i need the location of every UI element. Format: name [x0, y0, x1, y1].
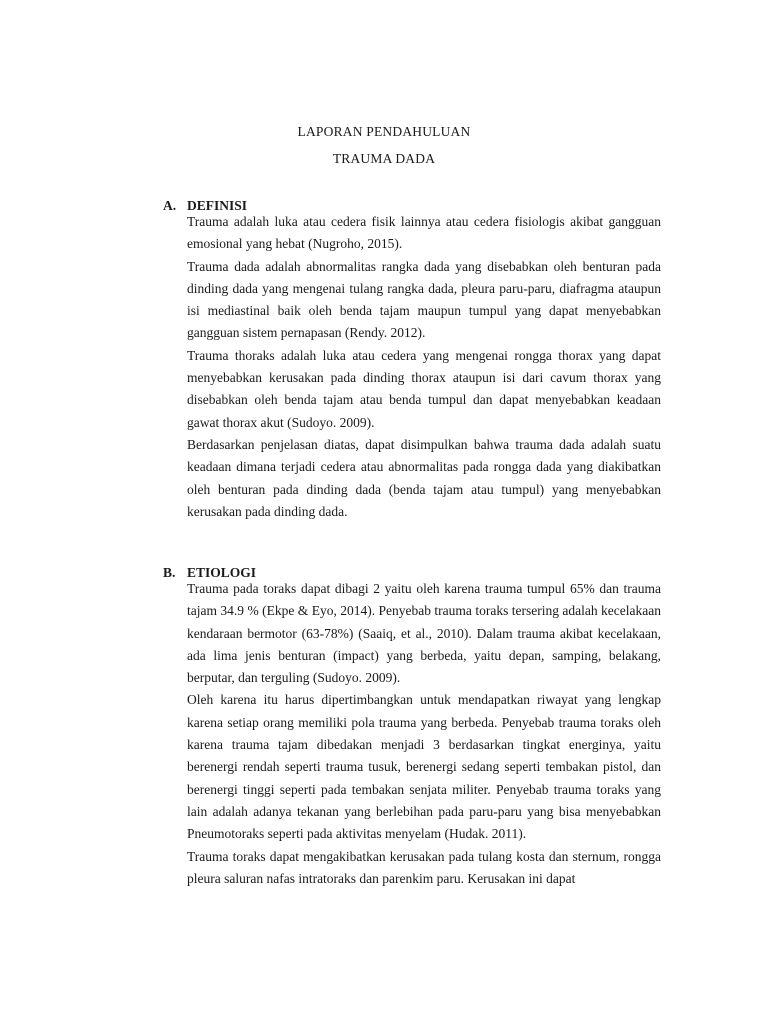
- section-heading-text: DEFINISI: [187, 198, 248, 213]
- paragraph: Trauma thoraks adalah luka atau cedera yang mengenai rongga thorax yang dapat menyebabkan kerusakan pada dinding thorax ataupun isi dari cavum thorax yang disebabkan oleh benda tajam atau benda tumpul dan dapat menyebabkan keadaan gawat thorax akut (Sudoyo. 2009).: [187, 347, 661, 430]
- document-title: LAPORAN PENDAHULUAN: [297, 124, 471, 139]
- section-body-definisi: [187, 211, 661, 523]
- section-letter: A.: [163, 198, 177, 213]
- section-letter: B.: [163, 565, 176, 580]
- document-subtitle: TRAUMA DADA: [332, 151, 436, 166]
- section-body-etiologi: [187, 578, 661, 890]
- paragraph: Oleh karena itu harus dipertimbangkan untuk mendapatkan riwayat yang lengkap karena setiap orang memiliki pola trauma yang berbeda. Penyebab trauma toraks oleh karena trauma tajam dibedakan menjadi 3 berdasarkan tingkat energinya, yaitu berenergi rendah seperti trauma tusuk, berenergi sedang seperti tembakan pistol, dan berenergi tinggi seperti pada tembakan senjata militer. Penyebab trauma toraks yang lain adalah adanya tekanan yang berlebihan pada paru-paru yang bisa menyebabkan Pneumotoraks seperti pada aktivitas menyelam (Hudak. 2011).: [187, 692, 661, 842]
- paragraph: Berdasarkan penjelasan diatas, dapat disimpulkan bahwa trauma dada adalah suatu keadaan dimana terjadi cedera atau abnormalitas pada rongga dada yang diakibatkan oleh benturan pada dinding dada (benda tajam atau tumpul) yang menyebabkan kerusakan pada dinding dada.: [187, 436, 661, 519]
- paragraph: Trauma pada toraks dapat dibagi 2 yaitu oleh karena trauma tumpul 65% dan trauma tajam 34.9 % (Ekpe & Eyo, 2014). Penyebab trauma toraks tersering adalah kecelakaan kendaraan bermotor (63-78%) (Saaiq, et al., 2010). Dalam trauma akibat kecelakaan, ada lima jenis benturan (impact) yang berbeda, yaitu depan, samping, belakang, berputar, dan terguling (Sudoyo. 2009).: [187, 581, 661, 686]
- paragraph: Trauma adalah luka atau cedera fisik lainnya atau cedera fisiologis akibat gangguan emosional yang hebat (Nugroho, 2015).: [187, 214, 661, 252]
- section-heading-text: ETIOLOGI: [187, 565, 257, 580]
- paragraph: Trauma dada adalah abnormalitas rangka dada yang disebabkan oleh benturan pada dinding dada yang mengenai tulang rangka dada, pleura paru-paru, diafragma ataupun isi mediastinal baik oleh benda tajam maupun tumpul yang dapat menyebabkan gangguan sistem pernapasan (Rendy. 2012).: [187, 258, 661, 341]
- paragraph: Trauma toraks dapat mengakibatkan kerusakan pada tulang kosta dan sternum, rongga pleura saluran nafas intratoraks dan parenkim paru. Kerusakan ini dapat: [187, 848, 661, 886]
